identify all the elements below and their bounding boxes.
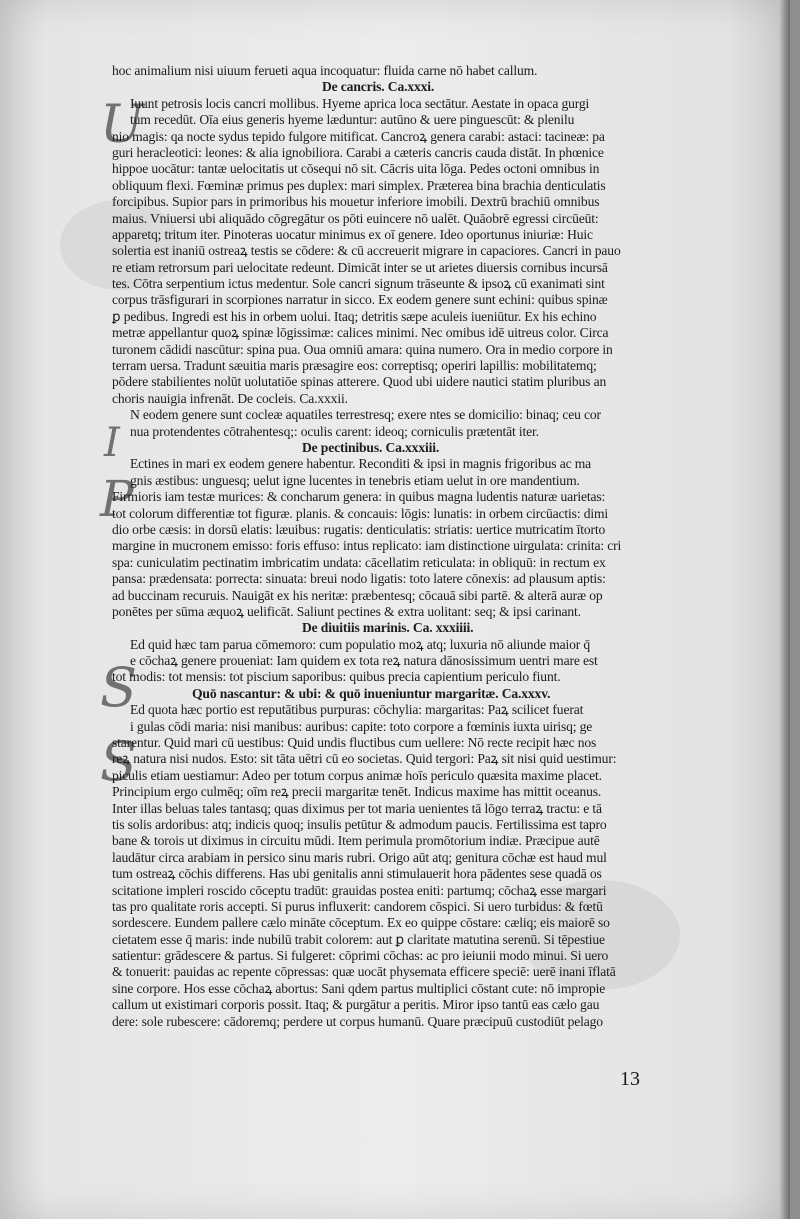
text-line: tum ostreaꝝ cōchis differens. Has ubi genitalis anni stimulauerit hora pādentes sese quadā os: [112, 866, 602, 882]
chapter-heading: De pectinibus. Ca.xxxiii.: [302, 439, 440, 455]
text-column: [112, 63, 682, 1030]
text-line: corpus trāsfigurari in scorpiones narratur in sicco. Ex eodem genere sunt echini: quibus spinæ: [112, 292, 608, 308]
text-line: i gulas cōdi maria: nisi manibus: auribus: capite: toto corpore a fœminis iuxta uirisq; ge: [130, 718, 593, 734]
chapter-heading: De diuitiis marinis. Ca. xxxiiii.: [302, 620, 474, 636]
text-line: ad buccinam recuruis. Nauigāt ex his neritæ: præbentesq; cōcauā sibi partē. & alterā auræ op: [112, 587, 603, 603]
text-line: gnis æstibus: unguesq; uelut igne lucentes in tenebris etiam uelut in ore mandentium.: [130, 472, 580, 488]
drop-cap-s: S: [100, 730, 137, 793]
text-line: choris nauigia infrenāt. De cocleis. Ca.xxxii.: [112, 390, 348, 406]
text-line: solertia est inaniū ostreaꝝ testis se cōdere: & cū accreuerit migrare in capaciores. Cancri in pauo: [112, 243, 621, 259]
text-line: ponētes per sūma æquoꝝ uelificāt. Saliunt pectines & extra uolitant: seq; & ipsi carinant.: [112, 603, 581, 619]
text-line: dio orbe cæsis: in dorsū elatis: læuibus: rugatis: denticulatis: striatis: uertice mutricatim ītorto: [112, 521, 606, 537]
text-line: callum ut existimari corporis possit. Itaq; & purgātur a peritis. Miror ipso tantū eas cælo gau: [112, 997, 600, 1013]
text-line: tes. Cōtra serpentium ictus medentur. Sole cancri signum trāseunte & ipsoꝝ cū exanimati sint: [112, 276, 605, 292]
text-line: Inter illas beluas tales tantasq; quas diximus per tot maria uenientes tā lōgo terraꝝ tractu: e tā: [112, 800, 602, 816]
text-line: tum recedūt. Oīa eius generis hyeme læduntur: autūno & uere pinguescūt: & plenilu: [130, 112, 575, 128]
text-line: Ed quid hæc tam parua cōmemoro: cum populatio moꝝ atq; luxuria nō aliunde maior q̄: [130, 636, 591, 652]
text-line: terram uersa. Tradunt sæuitia maris præsagire eos: correptisq; operiri lapillis: mobilitatemq;: [112, 358, 597, 374]
text-line: pansa: prædensata: porrecta: sinuata: breui nodo ligatis: toto latere cōnexis: ad plausum aptis:: [112, 571, 606, 587]
drop-cap-p: P: [100, 470, 134, 528]
text-line: maius. Vniuersi ubi aliquādo cōgregātur os pōti euincere nō ualēt. Quāobrē egressi circūeūt:: [112, 210, 599, 226]
text-line: sordescere. Eundem pallere cælo mināte cōceptum. Ex eo quippe cōstare: cæliq; eis maiorē so: [112, 915, 610, 931]
text-line: N eodem genere sunt cocleæ aquatiles terrestresq; exere ntes se domicilio: binaq; ceu cor: [130, 407, 601, 423]
text-line: spa: cuniculatim pectinatim imbricatim undata: cācellatim reticulata: in obliquū: in rectum ex: [112, 554, 606, 570]
text-line: nio magis: qa nocte sydus tepido fulgore mitificat. Cancroꝝ genera carabi: astaci: tacineæ: pa: [112, 128, 605, 144]
chapter-heading: Quō nascantur: & ubi: & quō inueniuntur margaritæ. Ca.xxxv.: [192, 685, 551, 701]
text-line: tis solis ardoribus: atq; indicis quoq; insulis petūtur & admodum paucis. Fertilissima est tapro: [112, 816, 607, 832]
text-line: hoc animalium nisi uiuum ferueti aqua incoquatur: fluida carne nō habet callum.: [112, 63, 538, 78]
text-line: hippoe uocātur: tantæ uelocitatis ut cōsequi nō sit. Cācris uita lōga. Pedes octoni omnibus in: [112, 161, 600, 177]
text-line: pōdere stabilientes nolūt uolutatiōe spinas atterere. Quod ubi uidere nautici statim pluribus an: [112, 374, 607, 390]
text-line: cietatem esse q̄ maris: inde nubilū trabit colorem: aut ꝑ claritate matutina serenū. Si tēpestiue: [112, 931, 605, 947]
text-line: & tonuerit: pauidas ac repente cōpressas: quæ uocāt physemata efficere speciē: uerē inani īflatā: [112, 964, 616, 980]
text-line: ꝑ pedibus. Ingredi est his in orbem uolui. Itaq; detritis sæpe aculeis iueniūtur. Ex his echino: [112, 308, 597, 324]
folio-number: 13: [620, 1068, 640, 1090]
text-line: margine in mucronem emisso: foris effuso: intus replicato: iam distinctione uirgulata: crinita: cri: [112, 538, 622, 554]
text-line: reꝝ natura nisi nudos. Esto: sit tāta uētri cū eo societas. Quid tergori: Paꝝ sit nisi quid uestimur:: [112, 751, 617, 767]
chapter-heading: De cancris. Ca.xxxi.: [322, 79, 435, 95]
drop-cap-i: I: [104, 420, 120, 466]
drop-cap-s: S: [100, 656, 137, 719]
text-line: tot colorum differentiæ tot figuræ. planis. & concauis: lōgis: lunatis: in orbem circūactis: dimi: [112, 505, 609, 521]
page-edge-shadow: [780, 0, 790, 1219]
text-line: Ed quota hæc portio est reputātibus purpuras: cōchylia: margaritas: Paꝝ scilicet fuerat: [130, 702, 584, 718]
text-line: starentur. Quid mari cū uestibus: Quid undis fluctibus cum uellere: Nō recte recipit hæc nos: [112, 735, 597, 751]
text-line: tas pro qualitate roris accepti. Si purus influxerit: candorem cōspici. Si uero turbidus: & fœtū: [112, 898, 603, 914]
text-line: turonem cādidi nascūtur: spina pua. Oua omniū amara: quina numero. Ora in medio corpore in: [112, 341, 613, 357]
text-line: tot modis: tot mensis: tot piscium saporibus: quibus precia capientium periculo fiunt.: [112, 669, 561, 685]
text-line: satientur: grādescere & partus. Si fulgeret: cōprimi cōchas: ac pro ieiunii modo minui. Si uero: [112, 948, 609, 964]
text-line: scitatione impleri roscido cōceptu tradūt: grauidas postea eniti: partumq; cōchaꝝ esse margari: [112, 882, 607, 898]
text-line: piculis etiam uestiamur: Adeo per totum corpus animæ hoīs periculo quæsita maxime placet.: [112, 767, 602, 783]
text-line: nua protendentes cōtrahentesq;: oculis carent: ideoq; corniculis prætentāt iter.: [130, 423, 539, 439]
text-line: metræ appellantur quoꝝ spinæ lōgissimæ: calices minimi. Nec omibus idē uitreus color. Circa: [112, 325, 609, 341]
text-line: apparetq; tritum iter. Pinoteras uocatur minimus ex oī genere. Ideo oportunus iniuriæ: Huic: [112, 226, 593, 242]
text-line: Ectines in mari ex eodem genere habentur. Reconditi & ipsi in magnis frigoribus ac ma: [130, 456, 592, 472]
text-line: laudātur circa arabiam in persico sinu maris rubri. Origo aūt atq; genitura cōchæ est haud mul: [112, 849, 607, 865]
text-line: guri heracleotici: leones: & alia ignobiliora. Carabi a cæteris cancris cauda distāt. In phœnice: [112, 144, 604, 160]
text-line: forcipibus. Supior pars in primoribus his mouetur inferiore imobili. Dextrū brachiū omnibus: [112, 194, 600, 210]
text-line: dere: sole rubescere: cādoremq; perdere ut corpus humanū. Quare præcipuū custodiūt pelago: [112, 1013, 603, 1029]
text-line: sine corpore. Hos esse cōchaꝝ abortus: Sani qdem partus multiplici cōstant cute: nō impropie: [112, 980, 606, 996]
text-line: bane & torois ut diximus in circuitu mūdi. Item perimula promōtorium indiæ. Præcipue autē: [112, 833, 600, 849]
text-line: Principium ergo culmēq; oīm reꝝ precii margaritæ tenēt. Indicus maxime has mittit oceanus.: [112, 784, 602, 800]
drop-cap-u: U: [100, 95, 144, 155]
text-line: Iuunt petrosis locis cancri mollibus. Hyeme aprica loca sectātur. Aestate in opaca gurgi: [130, 95, 590, 111]
text-line: e cōchaꝝ genere proueniat: Iam quidem ex tota reꝝ natura dānosissimum uentri mare est: [130, 653, 598, 669]
text-line: re etiam retrorsum pari uelocitate redeunt. Dimicāt inter se ut arietes diuersis cornibus incursā: [112, 259, 608, 275]
text-line: Firmioris iam testæ murices: & concharum genera: in quibus magna ludentis naturæ uarietas:: [112, 489, 606, 505]
text-line: obliquum flexi. Fœminæ primus pes duplex: mari simplex. Præterea bina brachia denticulatis: [112, 177, 606, 193]
